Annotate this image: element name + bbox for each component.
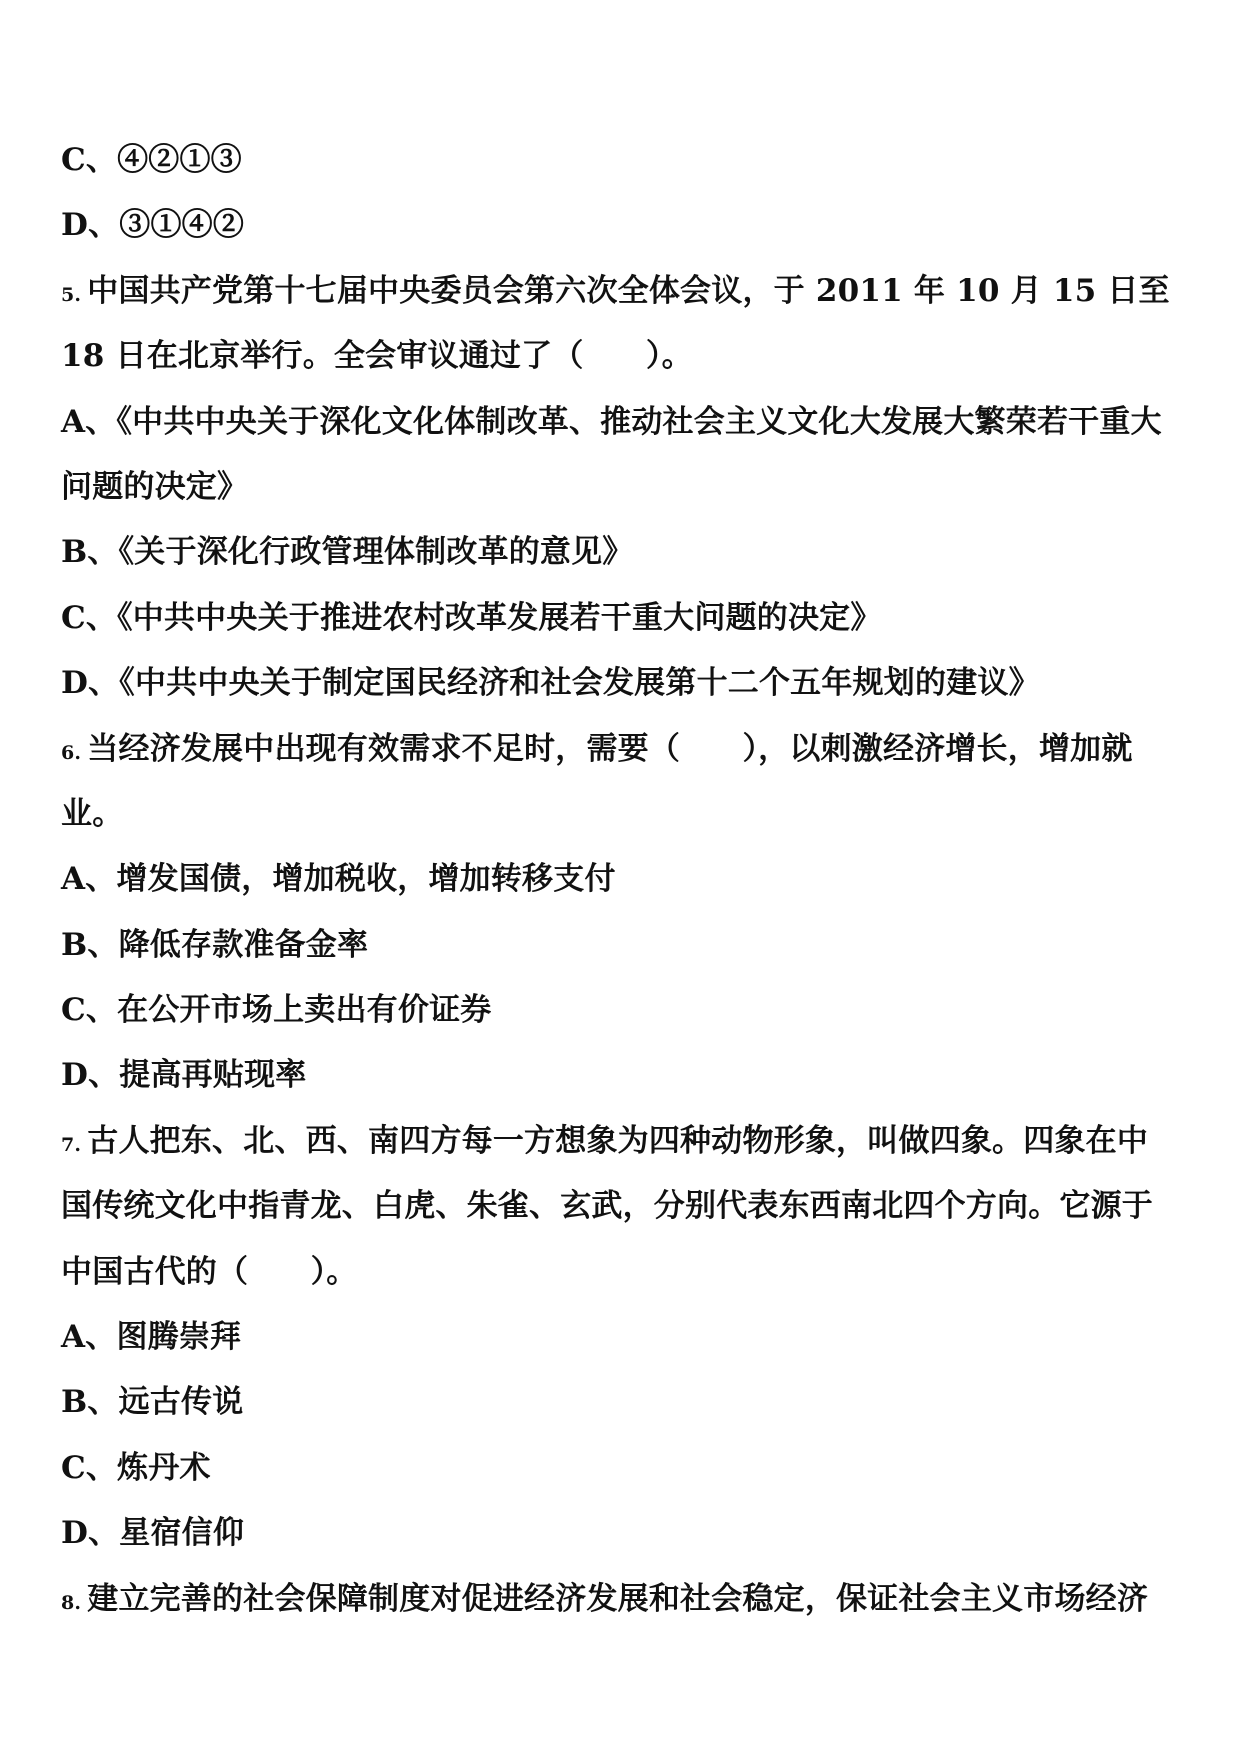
document-page [61, 128, 1176, 1632]
q5-stem-line-2: 18 日在北京举行。全会审议通过了（ ）。 [61, 338, 693, 375]
q7-stem-line-2: 国传统文化中指青龙、白虎、朱雀、玄武，分别代表东西南北四个方向。它源于 [61, 1188, 1153, 1225]
q7-option-a: A、图腾崇拜 [61, 1319, 242, 1356]
q6-option-a: A、增发国债，增加税收，增加转移支付 [61, 861, 616, 898]
q5-option-b: B、《关于深化行政管理体制改革的意见》 [61, 534, 634, 571]
q5-number: 5. [61, 283, 82, 306]
q6-option-b: B、降低存款准备金率 [61, 926, 369, 963]
q5-stem-line-1 [61, 259, 1176, 324]
q6-stem-line-1 [61, 717, 1176, 782]
q6-option-d: D、提高再贴现率 [61, 1057, 307, 1094]
q8-stem-text-1: 建立完善的社会保障制度对促进经济发展和社会稳定，保证社会主义市场经济 [87, 1580, 1149, 1617]
q7-stem-line-1 [61, 1109, 1176, 1174]
q6-option-c: C、在公开市场上卖出有价证券 [61, 992, 492, 1029]
q8-number: 8. [61, 1591, 82, 1614]
q6-number: 6. [61, 741, 82, 764]
q5-option-a-line-2: 问题的决定》 [61, 468, 249, 505]
q7-option-b: B、远古传说 [61, 1384, 244, 1421]
q8-stem-line-1 [61, 1567, 1176, 1632]
q4-option-c: C、④②①③ [61, 142, 242, 178]
q7-option-c: C、炼丹术 [61, 1449, 211, 1486]
q7-option-d: D、星宿信仰 [61, 1515, 245, 1552]
q5-option-a-line-1: A、《中共中央关于深化文化体制改革、推动社会主义文化大发展大繁荣若干重大 [61, 403, 1162, 440]
q4-option-d: D、③①④② [61, 207, 245, 244]
q6-stem-text-1: 当经济发展中出现有效需求不足时，需要（ ），以刺激经济增长，增加就 [87, 730, 1133, 767]
q7-number: 7. [61, 1133, 82, 1156]
q7-stem-text-1: 古人把东、北、西、南四方每一方想象为四种动物形象，叫做四象。四象在中 [87, 1122, 1149, 1159]
q5-option-d: D、《中共中央关于制定国民经济和社会发展第十二个五年规划的建议》 [61, 665, 1040, 702]
q7-stem-line-3: 中国古代的（ ）。 [61, 1253, 358, 1290]
q5-option-c: C、《中共中央关于推进农村改革发展若干重大问题的决定》 [61, 599, 882, 636]
q6-stem-line-2: 业。 [61, 795, 124, 832]
q5-stem-text-1: 中国共产党第十七届中央委员会第六次全体会议，于 2011 年 10 月 15 日至 [87, 272, 1170, 309]
